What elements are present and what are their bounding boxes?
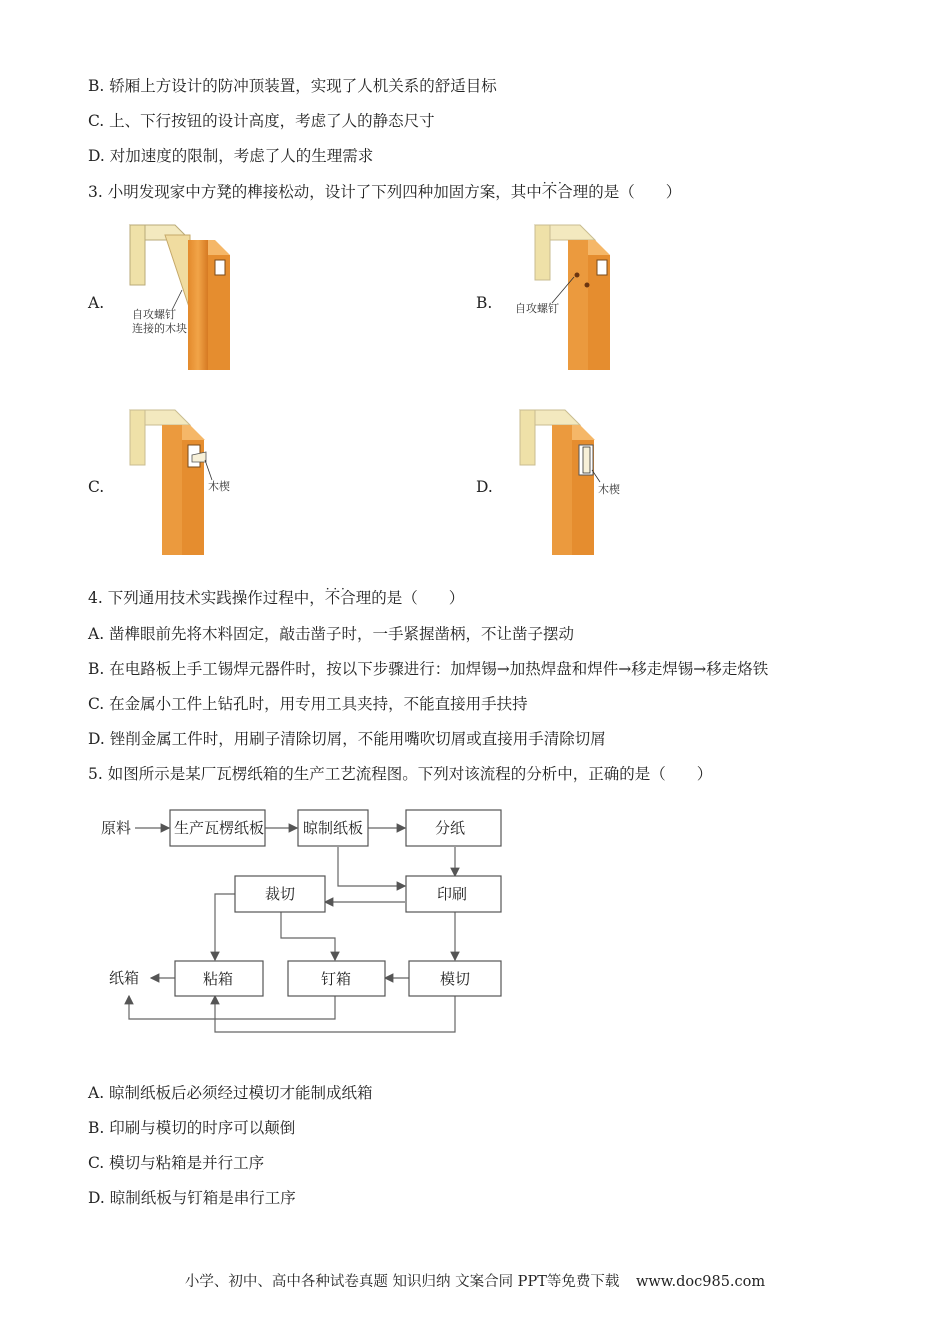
- footer-url[interactable]: www.doc985.com: [635, 1274, 766, 1290]
- flow-die: 模切: [440, 970, 471, 988]
- flow-raw: 原料: [101, 819, 132, 837]
- flow-dry: 晾制纸板: [303, 819, 364, 837]
- q4-option-c: C. 在金属小工件上钻孔时，用专用工具夹持，不能直接用手扶持: [88, 695, 528, 713]
- q2-option-d: D. 对加速度的限制，考虑了人的生理需求: [88, 147, 374, 165]
- q3-stem-tail: 的是（ ）: [588, 183, 682, 201]
- flow-print: 印刷: [437, 885, 468, 903]
- flow-split: 分纸: [435, 819, 466, 837]
- q4-option-b: B. 在电路板上手工锡焊元器件时，按以下步骤进行：加焊锡→加热焊盘和焊件→移走焊锡→移走烙铁: [88, 660, 769, 678]
- flow-nail: 钉箱: [321, 970, 352, 988]
- q2-option-c: C. 上、下行按钮的设计高度，考虑了人的静态尺寸: [88, 112, 435, 130]
- q4-option-d: D. 锉削金属工件时，用刷子清除切屑，不能用嘴吹切屑或直接用手清除切屑: [88, 730, 606, 748]
- q5-option-c: C. 模切与粘箱是并行工序: [88, 1154, 265, 1172]
- q4-option-a: A. 凿榫眼前先将木料固定，敲击凿子时，一手紧握凿柄，不让凿子摆动: [88, 625, 575, 643]
- q5-option-b: B. 印刷与模切的时序可以颠倒: [88, 1119, 296, 1137]
- q3-figure-a-label: A.: [88, 294, 105, 312]
- q4-stem-tail: 的是（ ）: [371, 589, 465, 607]
- q3-figure-d-annotation: 木楔: [598, 483, 620, 496]
- q3-figure-a-annotation-2: 连接的木块: [132, 322, 187, 335]
- q2-option-b: B. 轿厢上方设计的防冲顶装置，实现了人机关系的舒适目标: [88, 77, 497, 95]
- flow-produce: 生产瓦楞纸板: [174, 819, 265, 837]
- q4-stem: [88, 588, 464, 608]
- q3-figure-b-label: B.: [476, 294, 493, 312]
- q3-stem: [88, 182, 681, 202]
- flow-glue: 粘箱: [203, 970, 234, 988]
- q3-figure-c-label: C.: [88, 478, 105, 496]
- page-footer: [0, 1270, 950, 1291]
- q4-stem-text: 4. 下列通用技术实践操作过程中，: [88, 589, 325, 607]
- flow-box: 纸箱: [109, 969, 140, 987]
- q3-stem-text: 3. 小明发现家中方凳的榫接松动，设计了下列四种加固方案，其中: [88, 183, 542, 201]
- q3-figure-a: [120, 215, 250, 375]
- q3-figure-c: [120, 400, 250, 560]
- q5-flowchart: [95, 800, 515, 1045]
- q5-option-d: D. 晾制纸板与钉箱是串行工序: [88, 1189, 296, 1207]
- q4-stem-emphasis: · · · 不合理: [325, 588, 372, 608]
- q3-stem-emphasis: · · · 不合理: [542, 182, 589, 202]
- footer-text: 小学、初中、高中各种试卷真题 知识归纳 文案合同 PPT等免费下载: [184, 1274, 620, 1290]
- q3-figure-b-annotation: 自攻螺钉: [515, 302, 559, 315]
- q3-figure-c-annotation: 木楔: [208, 480, 230, 493]
- q3-figure-a-annotation-1: 自攻螺钉: [132, 308, 176, 321]
- q3-figure-b: [510, 215, 640, 375]
- q3-figure-d: [510, 400, 640, 560]
- q5-stem: 5. 如图所示是某厂瓦楞纸箱的生产工艺流程图。下列对该流程的分析中，正确的是（ ）: [88, 765, 713, 783]
- q5-option-a: A. 晾制纸板后必须经过模切才能制成纸箱: [88, 1084, 373, 1102]
- flow-cut: 裁切: [265, 885, 296, 903]
- q3-figure-d-label: D.: [476, 478, 493, 496]
